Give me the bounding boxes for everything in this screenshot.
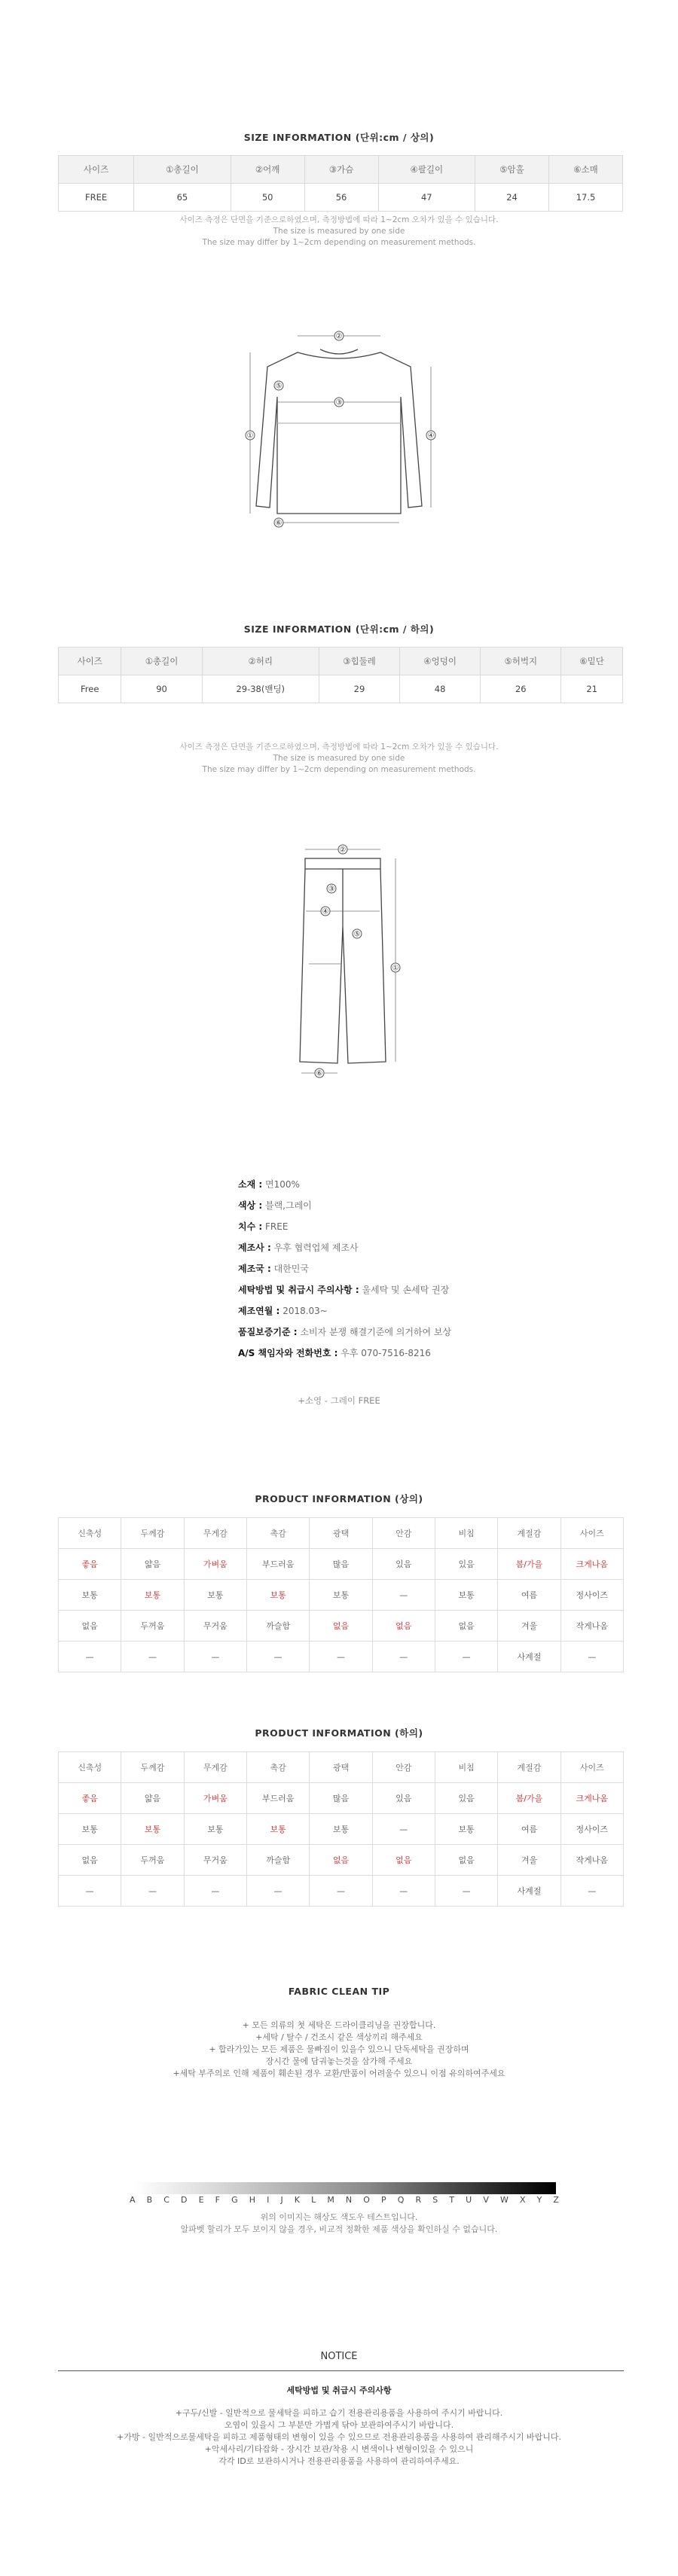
table-header-cell: 두께감 [121, 1752, 184, 1783]
table-cell: 보통 [310, 1814, 372, 1845]
note-line: 사이즈 측정은 단면을 기준으로하였으며, 측정방법에 따라 1~2cm 오차가 있을 수 있습니다. [179, 215, 499, 224]
table-row [59, 675, 623, 703]
table-row [59, 1611, 624, 1642]
marker-label: ① [246, 431, 254, 441]
table-cell: 90 [121, 675, 202, 703]
grayscale-letter: H [249, 2195, 255, 2205]
info-value: 블랙,그레이 [265, 1200, 312, 1211]
info-label: 제조국 : [238, 1264, 271, 1274]
table-cell: — [184, 1642, 246, 1672]
table-cell: — [560, 1642, 623, 1672]
marker-label: ② [339, 846, 347, 855]
table-cell: 얇음 [121, 1783, 184, 1814]
table-row [59, 1580, 624, 1611]
marker-label: ④ [427, 431, 435, 441]
table-row [59, 1814, 624, 1845]
table-cell: — [372, 1580, 435, 1611]
notice-line: +가방 - 일반적으로물세탁을 피하고 제품형태의 변형이 있을 수 있으므로 전용관리용품을 사용하여 관리해주시기 바랍니다. [117, 2432, 561, 2442]
marker-label: ③ [328, 885, 335, 894]
grayscale-letter: C [163, 2195, 170, 2205]
table-cell: 47 [378, 184, 475, 212]
table-cell: 작게나옴 [560, 1611, 623, 1642]
table-cell: — [372, 1814, 435, 1845]
table-cell: 50 [231, 184, 304, 212]
table-header-cell: 계절감 [498, 1752, 560, 1783]
table-cell: 보통 [59, 1814, 121, 1845]
table-cell: — [121, 1642, 184, 1672]
table-cell: 있음 [372, 1549, 435, 1580]
table-header-row [59, 648, 623, 675]
table-cell: 24 [475, 184, 549, 212]
table-cell: 가벼움 [184, 1783, 246, 1814]
grayscale-letter: P [381, 2195, 386, 2205]
table-cell: — [435, 1876, 497, 1907]
info-label: 색상 : [238, 1200, 263, 1211]
marker-label: ① [392, 964, 399, 973]
table-cell: 얇음 [121, 1549, 184, 1580]
table-cell: 26 [481, 675, 561, 703]
marker-label: ⑤ [353, 930, 361, 939]
table-header-cell: ③힙둘레 [319, 648, 399, 675]
table-cell: 두꺼움 [121, 1611, 184, 1642]
table-cell: 사계절 [498, 1876, 560, 1907]
info-label: 세탁방법 및 취급시 주의사항 : [238, 1285, 359, 1295]
table-cell: 여름 [498, 1580, 560, 1611]
table-cell: — [310, 1642, 372, 1672]
grayscale-letter: Q [397, 2195, 405, 2205]
grayscale-letter: I [267, 2195, 270, 2205]
table-cell: 보통 [184, 1814, 246, 1845]
info-size [238, 1221, 288, 1232]
table-header-cell: 비침 [435, 1518, 497, 1549]
table-cell: 있음 [435, 1783, 497, 1814]
info-label: A/S 책임자와 전화번호 : [238, 1348, 338, 1358]
top-size-table [58, 155, 623, 212]
info-value: 우후 협력업체 제조사 [273, 1242, 359, 1253]
grayscale-letter: X [519, 2195, 526, 2205]
notice-line: 오염이 있을시 그 부분만 가볍게 닦아 보관하여주시기 바랍니다. [224, 2420, 454, 2430]
table-row [59, 1783, 624, 1814]
grayscale-letter: A [130, 2195, 136, 2205]
info-color [238, 1200, 312, 1211]
marker-label: ⑥ [275, 519, 282, 528]
table-cell: 없음 [435, 1845, 497, 1876]
info-as-contact [238, 1348, 431, 1358]
table-cell: 좋음 [59, 1783, 121, 1814]
table-header-cell: 사이즈 [560, 1518, 623, 1549]
info-date [238, 1306, 328, 1316]
table-cell: 없음 [372, 1611, 435, 1642]
table-row [59, 1642, 624, 1672]
grayscale-letters [130, 2195, 559, 2205]
tip-line: 장시간 물에 담궈놓는것을 삼가해 주세요 [265, 2056, 413, 2066]
table-header-cell: 사이즈 [59, 648, 121, 675]
table-cell: — [372, 1876, 435, 1907]
grayscale-letter: R [415, 2195, 422, 2205]
table-cell: 부드러움 [246, 1549, 309, 1580]
table-cell: 좋음 [59, 1549, 121, 1580]
info-value: 2018.03~ [282, 1306, 328, 1316]
info-label: 제조연월 : [238, 1306, 280, 1316]
grayscale-letter: O [363, 2195, 370, 2205]
table-cell: 48 [400, 675, 481, 703]
table-cell: 크게나옴 [560, 1783, 623, 1814]
top-size-title: SIZE INFORMATION (단위:cm / 상의) [243, 132, 435, 143]
table-header-cell: 촉감 [246, 1518, 309, 1549]
table-header-cell: ②어깨 [231, 156, 304, 184]
table-cell: — [59, 1876, 121, 1907]
table-cell: 29-38(밴딩) [202, 675, 319, 703]
grayscale-letter: U [466, 2195, 472, 2205]
grayscale-bar [134, 2182, 556, 2194]
tip-line: +세탁 부주의로 인해 제품이 훼손된 경우 교환/반품이 어려울수 있으니 이점 유의하여주세요 [173, 2068, 505, 2078]
table-header-cell: ③가슴 [304, 156, 378, 184]
table-cell: 보통 [246, 1580, 309, 1611]
note-line: 위의 이미지는 해상도 색도우 테스트입니다. [260, 2212, 418, 2222]
table-cell: 없음 [310, 1845, 372, 1876]
table-cell: 가벼움 [184, 1549, 246, 1580]
info-label: 소재 : [238, 1179, 263, 1190]
table-header-cell: 안감 [372, 1752, 435, 1783]
grayscale-letter: F [215, 2195, 220, 2205]
prod-bottom-table [58, 1751, 624, 1907]
info-label: 치수 : [238, 1221, 263, 1232]
info-country [238, 1264, 309, 1274]
note-line: The size is measured by one side [273, 754, 405, 763]
note-line: 알파벳 할리가 모두 보이지 않을 경우, 비교적 정확한 제품 색상을 확인하실 수 없습니다. [180, 2224, 498, 2234]
note-line: The size may differ by 1~2cm depending on measurement methods. [202, 765, 476, 774]
info-washing [238, 1285, 449, 1295]
grayscale-letter: W [499, 2195, 508, 2205]
grayscale-letter: E [198, 2195, 204, 2205]
bottom-size-notes [0, 742, 678, 776]
table-cell: 있음 [372, 1783, 435, 1814]
table-header-cell: 두께감 [121, 1518, 184, 1549]
table-cell: — [184, 1876, 246, 1907]
table-cell: — [246, 1642, 309, 1672]
table-header-cell: 광택 [310, 1752, 372, 1783]
marker-label: ⑤ [275, 382, 282, 391]
table-header-cell: 사이즈 [59, 156, 134, 184]
grayscale-letter: L [311, 2195, 316, 2205]
note-line: 사이즈 측정은 단면을 기준으로하였으며, 측정방법에 따라 1~2cm 오차가 있을 수 있습니다. [179, 742, 499, 751]
table-cell: 정사이즈 [560, 1580, 623, 1611]
info-material [238, 1179, 300, 1190]
table-header-cell: ⑤허벅지 [481, 648, 561, 675]
info-value: 소비자 분쟁 해결기준에 의거하여 보상 [300, 1327, 452, 1337]
table-header-cell: 촉감 [246, 1752, 309, 1783]
grayscale-letter: Z [553, 2195, 559, 2205]
table-cell: 보통 [184, 1580, 246, 1611]
grayscale-letter: T [449, 2195, 455, 2205]
top-garment-diagram [234, 325, 444, 536]
table-cell: FREE [59, 184, 134, 212]
notice-subtitle: 세탁방법 및 취급시 주의사항 [286, 2385, 392, 2395]
table-header-cell: ④팔길이 [378, 156, 475, 184]
bottom-size-table [58, 647, 623, 703]
table-header-cell: ①총길이 [134, 156, 231, 184]
table-cell: 많음 [310, 1783, 372, 1814]
table-cell: 작게나옴 [560, 1845, 623, 1876]
notice-lines [0, 2407, 678, 2468]
info-value: 울세탁 및 손세탁 권장 [362, 1285, 450, 1295]
table-cell: 보통 [59, 1580, 121, 1611]
tip-line: + 모든 의류의 첫 세탁은 드라이클리닝을 권장합니다. [242, 2020, 436, 2030]
notice-divider [58, 2370, 624, 2371]
notice-line: 각각 ID로 보관하시거나 전용관리용품을 사용하여 관리하여주세요. [218, 2456, 460, 2466]
note-line: The size is measured by one side [273, 227, 405, 236]
table-cell: 없음 [310, 1611, 372, 1642]
fabric-tips [0, 2020, 678, 2080]
marker-label: ② [335, 332, 343, 341]
table-header-cell: 신축성 [59, 1518, 121, 1549]
table-cell: 겨울 [498, 1611, 560, 1642]
grayscale-letter: Y [536, 2195, 542, 2205]
grayscale-letter: K [294, 2195, 300, 2205]
table-header-cell: 무게감 [184, 1752, 246, 1783]
table-cell: 56 [304, 184, 378, 212]
table-cell: 겨울 [498, 1845, 560, 1876]
info-label: 품질보증기준 : [238, 1327, 298, 1337]
table-cell: — [560, 1876, 623, 1907]
table-cell: 없음 [435, 1611, 497, 1642]
table-cell: 부드러움 [246, 1783, 309, 1814]
note-line: The size may differ by 1~2cm depending on measurement methods. [202, 238, 476, 247]
table-row [59, 1549, 624, 1580]
marker-label: ③ [335, 398, 343, 407]
prod-bottom-title: PRODUCT INFORMATION (하의) [255, 1727, 423, 1739]
grayscale-letter: S [432, 2195, 438, 2205]
table-cell: 두꺼움 [121, 1845, 184, 1876]
table-cell: — [121, 1876, 184, 1907]
notice-title: NOTICE [320, 2351, 358, 2362]
table-header-cell: 신축성 [59, 1752, 121, 1783]
table-cell: 없음 [59, 1845, 121, 1876]
set-note: +소영 - 그레이 FREE [298, 1395, 380, 1406]
info-value: 면100% [265, 1179, 300, 1190]
table-cell: 봄/가을 [498, 1783, 560, 1814]
table-row [59, 184, 623, 212]
table-header-cell: ⑤암홀 [475, 156, 549, 184]
table-cell: 보통 [121, 1814, 184, 1845]
table-cell: 보통 [246, 1814, 309, 1845]
table-cell: 보통 [435, 1580, 497, 1611]
table-header-cell: 안감 [372, 1518, 435, 1549]
table-cell: 크게나옴 [560, 1549, 623, 1580]
table-cell: 까슬함 [246, 1611, 309, 1642]
table-cell: 까슬함 [246, 1845, 309, 1876]
table-cell: — [435, 1642, 497, 1672]
grayscale-letter: B [146, 2195, 153, 2205]
grayscale-letter: M [327, 2195, 334, 2205]
bottom-size-title: SIZE INFORMATION (단위:cm / 하의) [243, 623, 435, 635]
table-cell: — [310, 1876, 372, 1907]
table-cell: 봄/가을 [498, 1549, 560, 1580]
table-cell: 없음 [59, 1611, 121, 1642]
table-header-cell: 비침 [435, 1752, 497, 1783]
fabric-title: FABRIC CLEAN TIP [288, 1986, 390, 1997]
table-cell: 보통 [435, 1814, 497, 1845]
info-value: 우후 070-7516-8216 [341, 1348, 431, 1358]
table-cell: — [372, 1642, 435, 1672]
table-cell: 있음 [435, 1549, 497, 1580]
notice-line: +악세사리/기타잡화 - 장시간 보관/착용 시 변색이나 변형이있을 수 있으니 [204, 2444, 474, 2454]
info-maker [238, 1242, 359, 1253]
top-size-notes [0, 215, 678, 248]
table-cell: 많음 [310, 1549, 372, 1580]
table-cell: 17.5 [548, 184, 622, 212]
prod-top-table [58, 1517, 624, 1672]
table-header-cell: ⑥밑단 [561, 648, 623, 675]
table-row [59, 1845, 624, 1876]
table-header-cell: 무게감 [184, 1518, 246, 1549]
table-header-cell: ②허리 [202, 648, 319, 675]
table-cell: 사계절 [498, 1642, 560, 1672]
table-cell: 무거움 [184, 1845, 246, 1876]
table-header-cell: ①총길이 [121, 648, 202, 675]
bottom-garment-diagram [279, 843, 407, 1084]
table-cell: 여름 [498, 1814, 560, 1845]
table-row [59, 1876, 624, 1907]
info-value: FREE [265, 1221, 289, 1232]
info-label: 제조사 : [238, 1242, 271, 1253]
tip-line: +세탁 / 탈수 / 건조시 같은 색상끼리 해주세요 [255, 2032, 423, 2042]
table-cell: — [246, 1876, 309, 1907]
info-warranty [238, 1327, 451, 1337]
table-cell: 보통 [310, 1580, 372, 1611]
notice-line: +구두/신발 - 일반적으로 물세탁을 피하고 습기 전용관리용품을 사용하여 주시기 바랍니다. [175, 2408, 503, 2418]
grayscale-letter: G [231, 2195, 238, 2205]
prod-top-title: PRODUCT INFORMATION (상의) [255, 1493, 423, 1504]
table-header-row [59, 1752, 624, 1783]
table-header-row [59, 1518, 624, 1549]
grayscale-notes [0, 2212, 678, 2236]
grayscale-letter: N [345, 2195, 353, 2205]
table-header-row [59, 156, 623, 184]
table-header-cell: ④엉덩이 [400, 648, 481, 675]
grayscale-letter: D [181, 2195, 188, 2205]
table-header-cell: ⑥소매 [548, 156, 622, 184]
table-cell: 정사이즈 [560, 1814, 623, 1845]
grayscale-letter: V [483, 2195, 489, 2205]
table-cell: Free [59, 675, 121, 703]
table-header-cell: 계절감 [498, 1518, 560, 1549]
table-header-cell: 사이즈 [560, 1752, 623, 1783]
table-cell: 없음 [372, 1845, 435, 1876]
table-cell: 보통 [121, 1580, 184, 1611]
grayscale-letter: J [280, 2195, 283, 2205]
table-cell: 무거움 [184, 1611, 246, 1642]
info-value: 대한민국 [273, 1264, 309, 1274]
table-cell: 65 [134, 184, 231, 212]
marker-label: ⑥ [316, 1069, 323, 1078]
table-cell: 21 [561, 675, 623, 703]
tip-line: + 합라가있는 모든 제품은 물빠짐이 있을수 있으니 단독세탁을 권장하며 [209, 2044, 469, 2054]
table-cell: 29 [319, 675, 399, 703]
table-header-cell: 광택 [310, 1518, 372, 1549]
table-cell: — [59, 1642, 121, 1672]
marker-label: ④ [322, 907, 329, 916]
